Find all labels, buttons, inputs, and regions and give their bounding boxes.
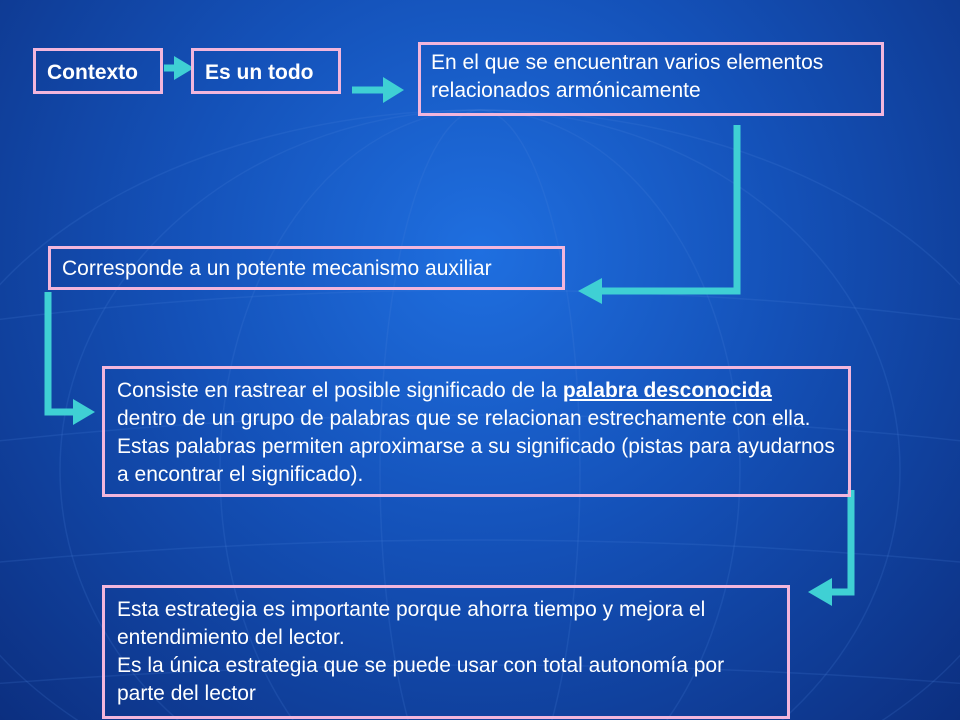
- node-mecanismo-auxiliar: Corresponde a un potente mecanismo auxiliar: [48, 246, 565, 290]
- arrow-consiste-to-importancia: [830, 490, 851, 592]
- importancia-line1: Esta estrategia es importante porque ahorra tiempo y mejora el entendimiento del lector.: [117, 598, 706, 649]
- node-consiste: [102, 366, 851, 497]
- arrow-elementos-to-mecanismo: [600, 125, 737, 291]
- arrowhead-2: [383, 77, 404, 103]
- consiste-text-pre: Consiste en rastrear el posible significado de la: [117, 379, 563, 402]
- node-es-un-todo: Es un todo: [191, 48, 341, 94]
- node-elementos-relacionados: En el que se encuentran varios elementos relacionados armónicamente: [418, 42, 884, 116]
- arrow-mecanismo-to-consiste: [48, 292, 75, 412]
- consiste-text-post: dentro de un grupo de palabras que se relacionan estrechamente con ella. Estas palabras permiten aproximarse a su significado (pistas para ayudarnos a encontrar el significado).: [117, 407, 835, 486]
- arrowhead-5: [808, 578, 832, 606]
- keyword-palabra-desconocida: palabra desconocida: [562, 379, 772, 402]
- node-importancia: [102, 585, 790, 719]
- arrowhead-4: [73, 399, 95, 425]
- arrowhead-3: [578, 278, 602, 304]
- importancia-line2: Es la única estrategia que se puede usar con total autonomía por parte del lector: [117, 654, 725, 705]
- node-contexto: Contexto: [33, 48, 163, 94]
